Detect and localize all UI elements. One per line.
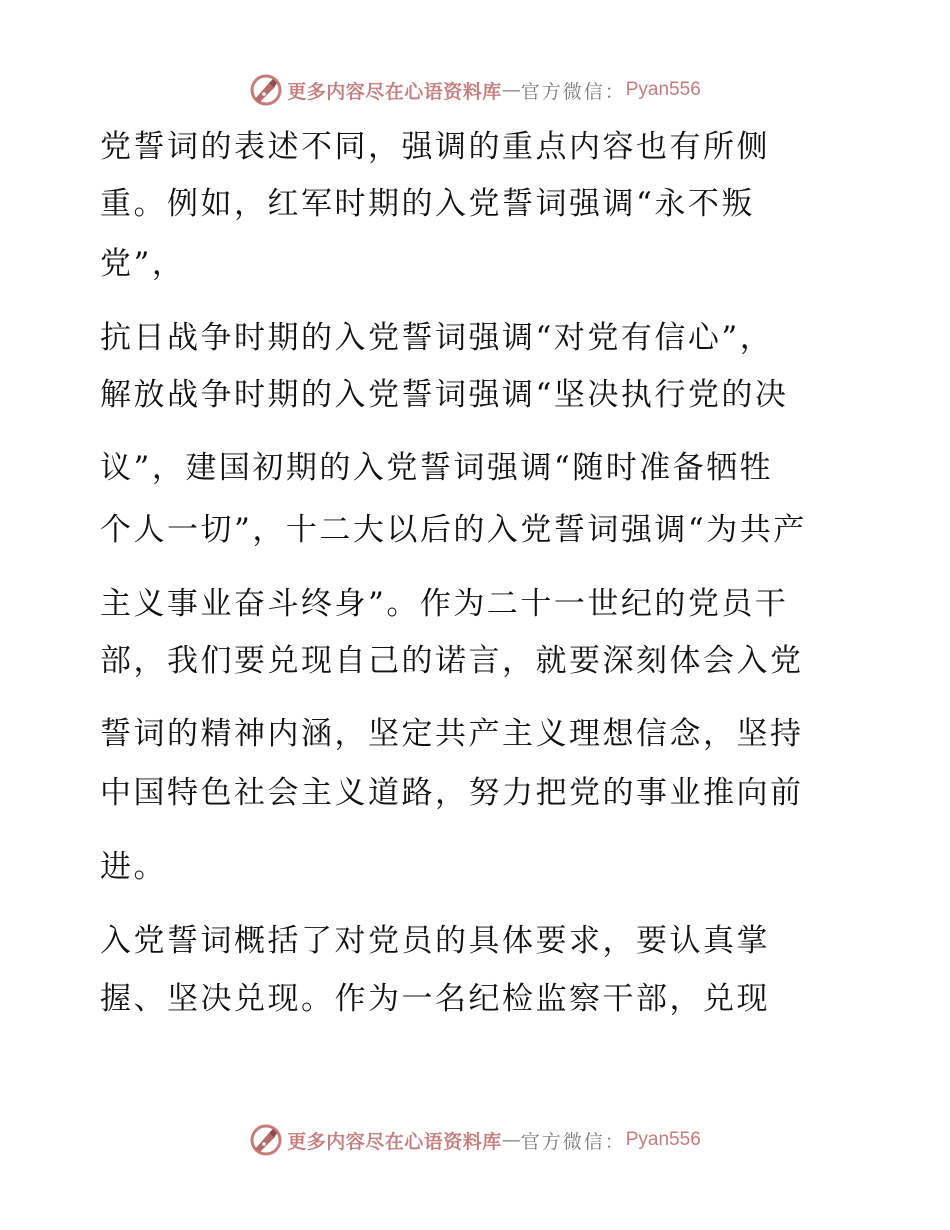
- banner-wechat-id: Pyan556: [625, 1129, 701, 1150]
- banner-separator: —: [501, 79, 521, 101]
- header-banner: [0, 70, 950, 110]
- banner-wechat-label: 官方微信：: [520, 1130, 626, 1153]
- body-line-7: 个人一切”，十二大以后的入党誓词强调“为共产: [100, 512, 807, 548]
- body-line-8: 主义事业奋斗终身”。作为二十一世纪的党员干: [100, 586, 789, 622]
- body-line-6: 议”，建国初期的入党誓词强调“随时准备牺牲: [100, 450, 774, 486]
- body-line-12: 进。: [100, 849, 167, 885]
- body-line-13: 入党誓词概括了对党员的具体要求，要认真掌: [100, 923, 770, 959]
- banner-separator: —: [501, 1129, 521, 1151]
- footer-banner: [0, 1120, 950, 1160]
- body-line-14: 握、坚决兑现。作为一名纪检监察干部，兑现: [100, 981, 770, 1017]
- body-line-2: 重。例如，红军时期的入党誓词强调“永不叛: [100, 186, 755, 222]
- pen-nib-circle-icon: [249, 1123, 283, 1157]
- body-line-10: 誓词的精神内涵，坚定共产主义理想信念，坚持: [100, 716, 804, 752]
- body-line-3: 党”，: [100, 246, 186, 282]
- body-line-4: 抗日战争时期的入党誓词强调“对党有信心”，: [100, 320, 774, 356]
- body-line-5: 解放战争时期的入党誓词强调“坚决执行党的决: [100, 377, 789, 413]
- banner-wechat-id: Pyan556: [625, 79, 701, 100]
- banner-wechat-label: 官方微信：: [520, 80, 626, 103]
- pen-nib-circle-icon: [249, 73, 283, 107]
- body-line-9: 部，我们要兑现自己的诺言，就要深刻体会入党: [100, 643, 804, 679]
- banner-brand-text: 更多内容尽在心语资料库: [287, 1130, 502, 1153]
- body-line-1: 党誓词的表述不同，强调的重点内容也有所侧: [100, 129, 770, 165]
- body-line-11: 中国特色社会主义道路，努力把党的事业推向前: [100, 775, 804, 811]
- banner-brand-text: 更多内容尽在心语资料库: [287, 80, 502, 103]
